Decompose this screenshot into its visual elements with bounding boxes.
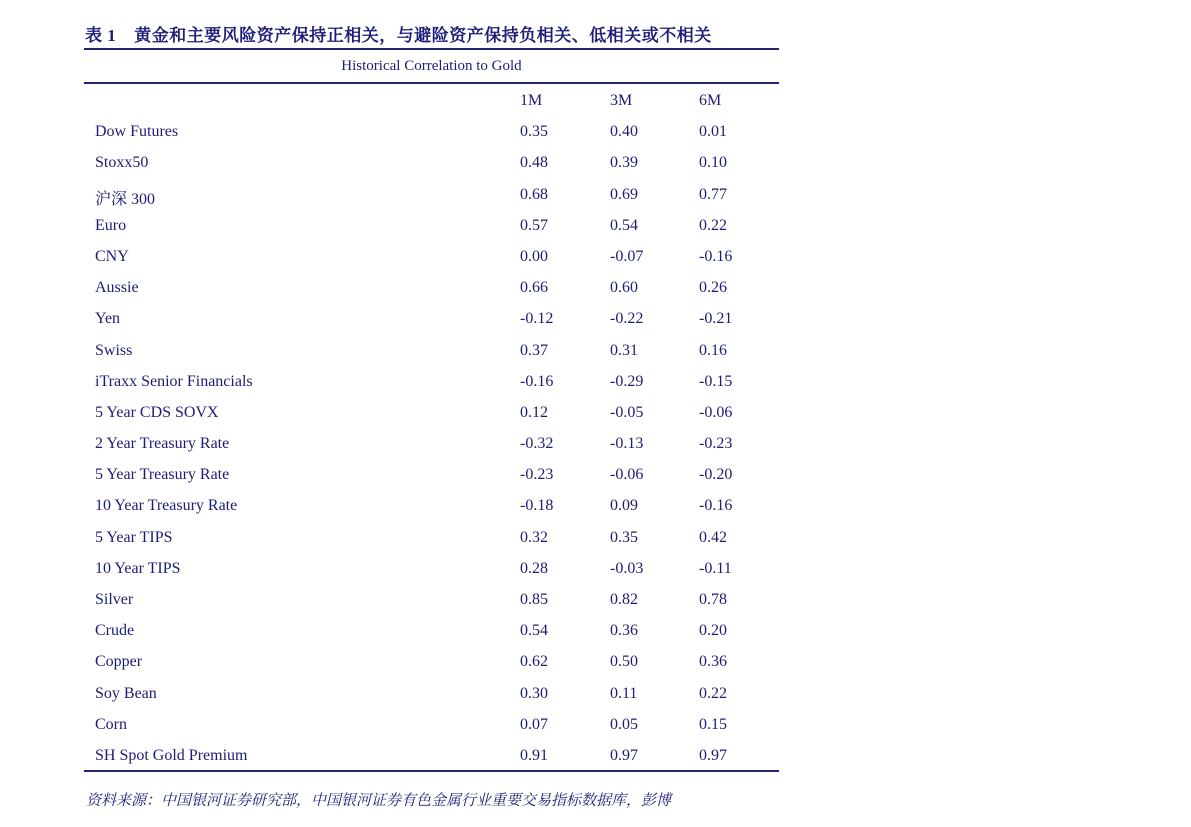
table-row <box>84 117 779 148</box>
value-6m: 0.10 <box>699 154 727 172</box>
value-1m: -0.32 <box>520 435 554 453</box>
value-6m: 0.36 <box>699 653 727 671</box>
value-1m: 0.48 <box>520 154 548 172</box>
value-3m: -0.07 <box>610 247 644 265</box>
row-label: Aussie <box>95 279 139 297</box>
group-header: Historical Correlation to Gold <box>341 58 522 74</box>
value-3m: 0.11 <box>610 684 638 702</box>
value-6m: 0.78 <box>699 591 727 608</box>
value-6m: -0.15 <box>699 372 733 390</box>
column-header-row <box>84 86 779 117</box>
table-row <box>84 491 779 522</box>
value-1m: 0.30 <box>520 684 548 702</box>
table-row <box>84 554 779 585</box>
value-1m: 0.91 <box>520 746 548 764</box>
value-1m: -0.16 <box>520 372 554 390</box>
row-label: 2 Year Treasury Rate <box>95 435 230 453</box>
value-1m: 0.32 <box>520 528 548 546</box>
value-3m: 0.05 <box>610 715 638 733</box>
value-6m: 0.22 <box>699 216 727 234</box>
value-6m: 0.42 <box>699 528 727 546</box>
value-1m: 0.62 <box>520 653 548 671</box>
value-3m: 0.60 <box>610 279 638 297</box>
value-1m: 0.68 <box>520 185 548 203</box>
value-3m: 0.40 <box>610 123 638 141</box>
table-row <box>84 523 779 554</box>
value-1m: 0.07 <box>520 715 548 733</box>
table-row <box>84 211 779 242</box>
table-row <box>84 273 779 304</box>
row-label: Dow Futures <box>95 123 179 141</box>
value-3m: 0.39 <box>610 154 638 172</box>
value-1m: 0.28 <box>520 559 548 577</box>
table-row <box>84 304 779 335</box>
table-row <box>84 616 779 647</box>
value-6m: -0.16 <box>699 497 733 515</box>
table-number: 表 1 <box>85 26 117 45</box>
value-3m: 0.50 <box>610 653 638 671</box>
table-title: 黄金和主要风险资产保持正相关，与避险资产保持负相关、低相关或不相关 <box>134 26 712 45</box>
value-3m: 0.31 <box>610 341 638 359</box>
top-rule <box>84 48 779 50</box>
table-row <box>84 398 779 429</box>
table-row <box>84 679 779 710</box>
table-row <box>84 148 779 179</box>
table-row <box>84 429 779 460</box>
row-label: 5 Year TIPS <box>95 528 173 546</box>
value-6m: 0.20 <box>699 622 727 640</box>
value-6m: 0.26 <box>699 279 727 297</box>
column-header-3m: 3M <box>610 92 633 109</box>
row-label: 10 Year Treasury Rate <box>95 497 238 515</box>
row-label: 5 Year CDS SOVX <box>95 403 219 421</box>
value-1m: 0.12 <box>520 403 548 421</box>
table-row <box>84 367 779 398</box>
value-3m: -0.03 <box>610 559 644 577</box>
value-6m: 0.22 <box>699 684 727 702</box>
value-6m: 0.15 <box>699 715 727 733</box>
value-1m: 0.66 <box>520 279 548 297</box>
table-row <box>84 647 779 678</box>
value-3m: 0.82 <box>610 591 638 608</box>
value-1m: 0.00 <box>520 247 548 265</box>
table-row <box>84 710 779 741</box>
table-caption <box>85 21 712 46</box>
value-3m: -0.29 <box>610 372 644 390</box>
value-3m: -0.13 <box>610 435 644 453</box>
value-3m: -0.22 <box>610 310 644 328</box>
value-6m: 0.77 <box>699 185 727 203</box>
value-1m: 0.37 <box>520 341 548 359</box>
value-1m: -0.18 <box>520 497 554 515</box>
row-label: Soy Bean <box>95 684 157 702</box>
row-label: 沪深 300 <box>95 190 156 208</box>
value-6m: 0.01 <box>699 123 727 141</box>
table-row <box>84 336 779 367</box>
table-row <box>84 242 779 273</box>
value-3m: -0.05 <box>610 403 644 421</box>
row-label: Crude <box>95 622 135 640</box>
row-label: Euro <box>95 216 127 234</box>
value-6m: -0.11 <box>699 559 732 577</box>
bottom-rule <box>84 770 779 772</box>
value-6m: -0.21 <box>699 310 733 328</box>
value-6m: -0.23 <box>699 435 733 453</box>
table-row <box>84 460 779 491</box>
row-label: Corn <box>95 715 127 733</box>
value-1m: -0.23 <box>520 466 554 484</box>
column-header-1m: 1M <box>520 92 543 109</box>
row-label: Yen <box>95 310 121 328</box>
row-label: Copper <box>95 653 143 671</box>
row-label: 10 Year TIPS <box>95 559 181 577</box>
table-row <box>84 180 779 211</box>
source-note: 资料来源：中国银河证券研究部，中国银河证券有色金属行业重要交易指标数据库，彭博 <box>86 793 672 809</box>
row-label: 5 Year Treasury Rate <box>95 466 230 484</box>
value-6m: -0.06 <box>699 403 733 421</box>
value-1m: 0.35 <box>520 123 548 141</box>
table-body <box>84 117 779 772</box>
value-3m: 0.09 <box>610 497 638 515</box>
value-6m: 0.16 <box>699 341 727 359</box>
value-3m: 0.36 <box>610 622 638 640</box>
value-3m: -0.06 <box>610 466 644 484</box>
value-3m: 0.54 <box>610 216 638 234</box>
value-3m: 0.97 <box>610 746 638 764</box>
correlation-table <box>84 86 779 772</box>
value-1m: 0.54 <box>520 622 548 640</box>
row-label: Silver <box>95 591 134 608</box>
value-3m: 0.35 <box>610 528 638 546</box>
row-label: SH Spot Gold Premium <box>95 746 248 764</box>
value-6m: 0.97 <box>699 746 727 764</box>
value-6m: -0.20 <box>699 466 733 484</box>
value-1m: -0.12 <box>520 310 554 328</box>
row-label: Swiss <box>95 341 133 359</box>
row-label: CNY <box>95 247 129 265</box>
value-1m: 0.85 <box>520 591 548 608</box>
header-rule <box>84 82 779 84</box>
table-row <box>84 741 779 772</box>
column-header-6m: 6M <box>699 92 722 109</box>
value-6m: -0.16 <box>699 247 733 265</box>
value-3m: 0.69 <box>610 185 638 203</box>
row-label: Stoxx50 <box>95 154 149 172</box>
table-row <box>84 585 779 616</box>
row-label: iTraxx Senior Financials <box>95 372 253 390</box>
value-1m: 0.57 <box>520 216 548 234</box>
